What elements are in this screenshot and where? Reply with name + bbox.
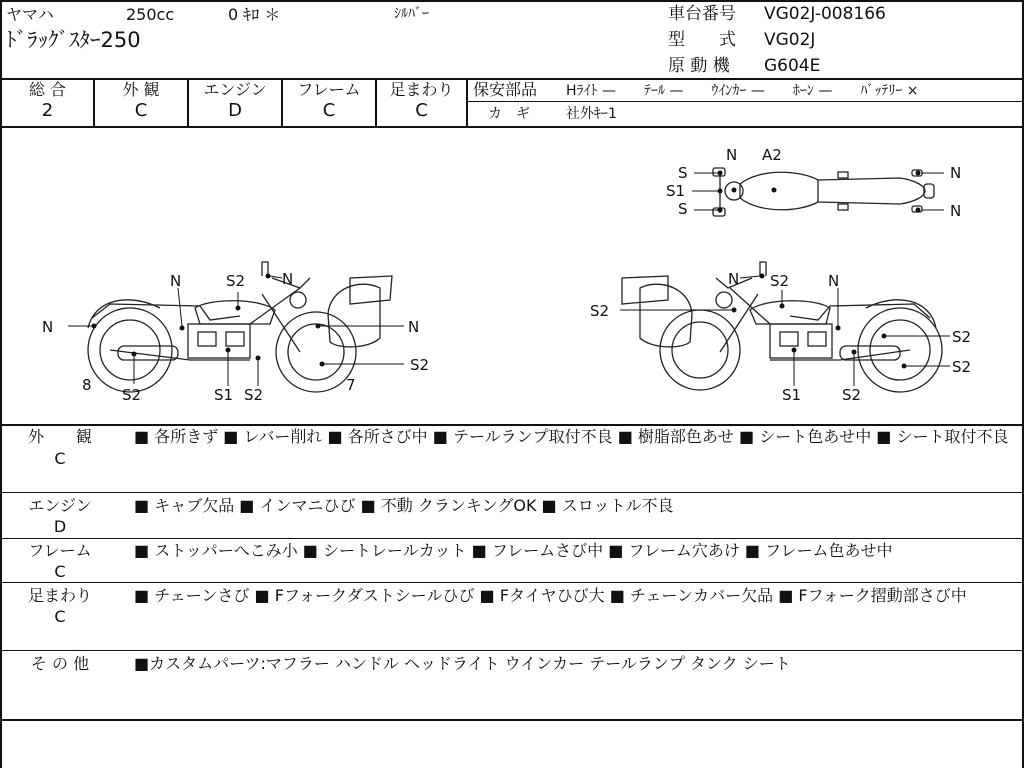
left-8: 8 — [82, 376, 92, 394]
left-s2-top: S2 — [226, 272, 246, 290]
remark-divider — [0, 492, 1024, 493]
remark-frame-label: フレーム — [28, 541, 92, 560]
remark-engine-label: エンジン — [28, 496, 92, 515]
key-value: 社外ｷｰ1 — [566, 106, 617, 122]
diagram-labels — [42, 146, 971, 404]
color: ｼﾙﾊﾞｰ — [394, 6, 429, 22]
top-s3: S — [678, 200, 688, 218]
grade-header-engine: エンジン — [203, 80, 267, 99]
remark-suspension-text: ■ チェーンさび ■ Fフォークダストシールひび ■ Fタイヤひび大 ■ チェーンカバー欠品 ■ Fフォーク摺動部さび中 — [134, 586, 967, 605]
border-top — [0, 0, 1024, 2]
displacement: 250cc — [126, 5, 175, 24]
engine-label: 原 動 機 — [668, 56, 730, 76]
top-a2: A2 — [762, 146, 782, 164]
top-n3: N — [950, 202, 962, 220]
left-n-tank: N — [170, 272, 182, 290]
left-n-front: N — [42, 318, 54, 336]
left-s2-rear: S2 — [410, 356, 430, 374]
model-type: VG02J — [764, 30, 816, 50]
right-s2-r2: S2 — [952, 358, 972, 376]
safety-divider — [466, 101, 1024, 102]
remark-exterior-grade: C — [54, 449, 66, 468]
frame-no: VG02J-008166 — [764, 4, 886, 24]
top-s2: S1 — [666, 182, 686, 200]
remark-exterior-label: 外 観 — [27, 427, 92, 446]
right-s2-r1: S2 — [952, 328, 972, 346]
right-s2-top: S2 — [770, 272, 790, 290]
grade-header-total: 総 合 — [28, 80, 67, 99]
remark-frame-text: ■ ストッパーへこみ小 ■ シートレールカット ■ フレームさび中 ■ フレーム穴あけ ■ フレーム色あせ中 — [134, 541, 893, 560]
remark-frame-grade: C — [54, 562, 66, 581]
grade-value-engine: D — [228, 100, 242, 121]
key-label: カ ギ — [488, 106, 530, 122]
grade-value-total: 2 — [41, 100, 54, 121]
left-n-rear: N — [408, 318, 420, 336]
left-s2-bottom2: S2 — [244, 386, 264, 404]
remark-engine-grade: D — [53, 517, 67, 536]
right-s1-bottom: S1 — [782, 386, 802, 404]
bottom-line — [0, 719, 1024, 721]
grade-header-frame: フレーム — [297, 80, 361, 99]
top-n1: N — [726, 146, 738, 164]
safety-label: 保安部品 — [473, 80, 538, 99]
grade-divider — [466, 78, 468, 126]
grade-header-suspension: 足まわり — [389, 80, 454, 99]
grade-value-exterior: C — [134, 100, 148, 121]
grade-value-suspension: C — [415, 100, 428, 121]
remark-divider — [0, 650, 1024, 651]
left-s2-bottom: S2 — [122, 386, 142, 404]
mileage: 0 ｷﾛ ＊ — [228, 5, 281, 24]
left-s1-bottom: S1 — [214, 386, 234, 404]
model-type-label: 型 式 — [668, 30, 736, 50]
remark-other-text: ■カスタムパーツ:マフラー ハンドル ヘッドライト ウインカー テールランプ タンク シート — [134, 654, 791, 673]
left-7: 7 — [346, 376, 356, 394]
remark-suspension-grade: C — [54, 607, 66, 626]
right-n-top: N — [728, 270, 740, 288]
maker: ヤマハ — [6, 5, 54, 24]
frame-no-label: 車台番号 — [668, 4, 736, 24]
right-s2-left: S2 — [590, 302, 610, 320]
safety-items: Hﾗｲﾄ — ﾃｰﾙ — ｳｲﾝｶｰ — ﾎｰﾝ — ﾊﾞｯﾃﾘｰ × — [566, 83, 919, 99]
remark-divider — [0, 538, 1024, 539]
remark-divider — [0, 582, 1024, 583]
remark-engine-text: ■ キャブ欠品 ■ インマニひび ■ 不動 クランキングOK ■ スロットル不良 — [134, 496, 674, 515]
leader-lines — [68, 173, 950, 386]
left-n-top: N — [282, 270, 294, 288]
grade-value-frame: C — [322, 100, 336, 121]
right-s2-bottom: S2 — [842, 386, 862, 404]
damage-diagram — [0, 128, 1024, 424]
top-s1: S — [678, 164, 688, 182]
remark-other-label: そ の 他 — [30, 654, 90, 673]
right-n-tank: N — [828, 272, 840, 290]
remark-exterior-text: ■ 各所きず ■ レバー削れ ■ 各所さび中 ■ テールランプ取付不良 ■ 樹脂部色あせ ■ シート色あせ中 ■ シート取付不良 — [134, 427, 1009, 446]
remark-suspension-label: 足まわり — [27, 586, 92, 605]
grade-header-exterior: 外 観 — [122, 80, 160, 99]
top-view-bike — [713, 168, 934, 216]
top-n2: N — [950, 164, 962, 182]
engine-no: G604E — [764, 56, 821, 76]
model-name: ﾄﾞﾗｯｸﾞｽﾀｰ250 — [6, 28, 141, 52]
